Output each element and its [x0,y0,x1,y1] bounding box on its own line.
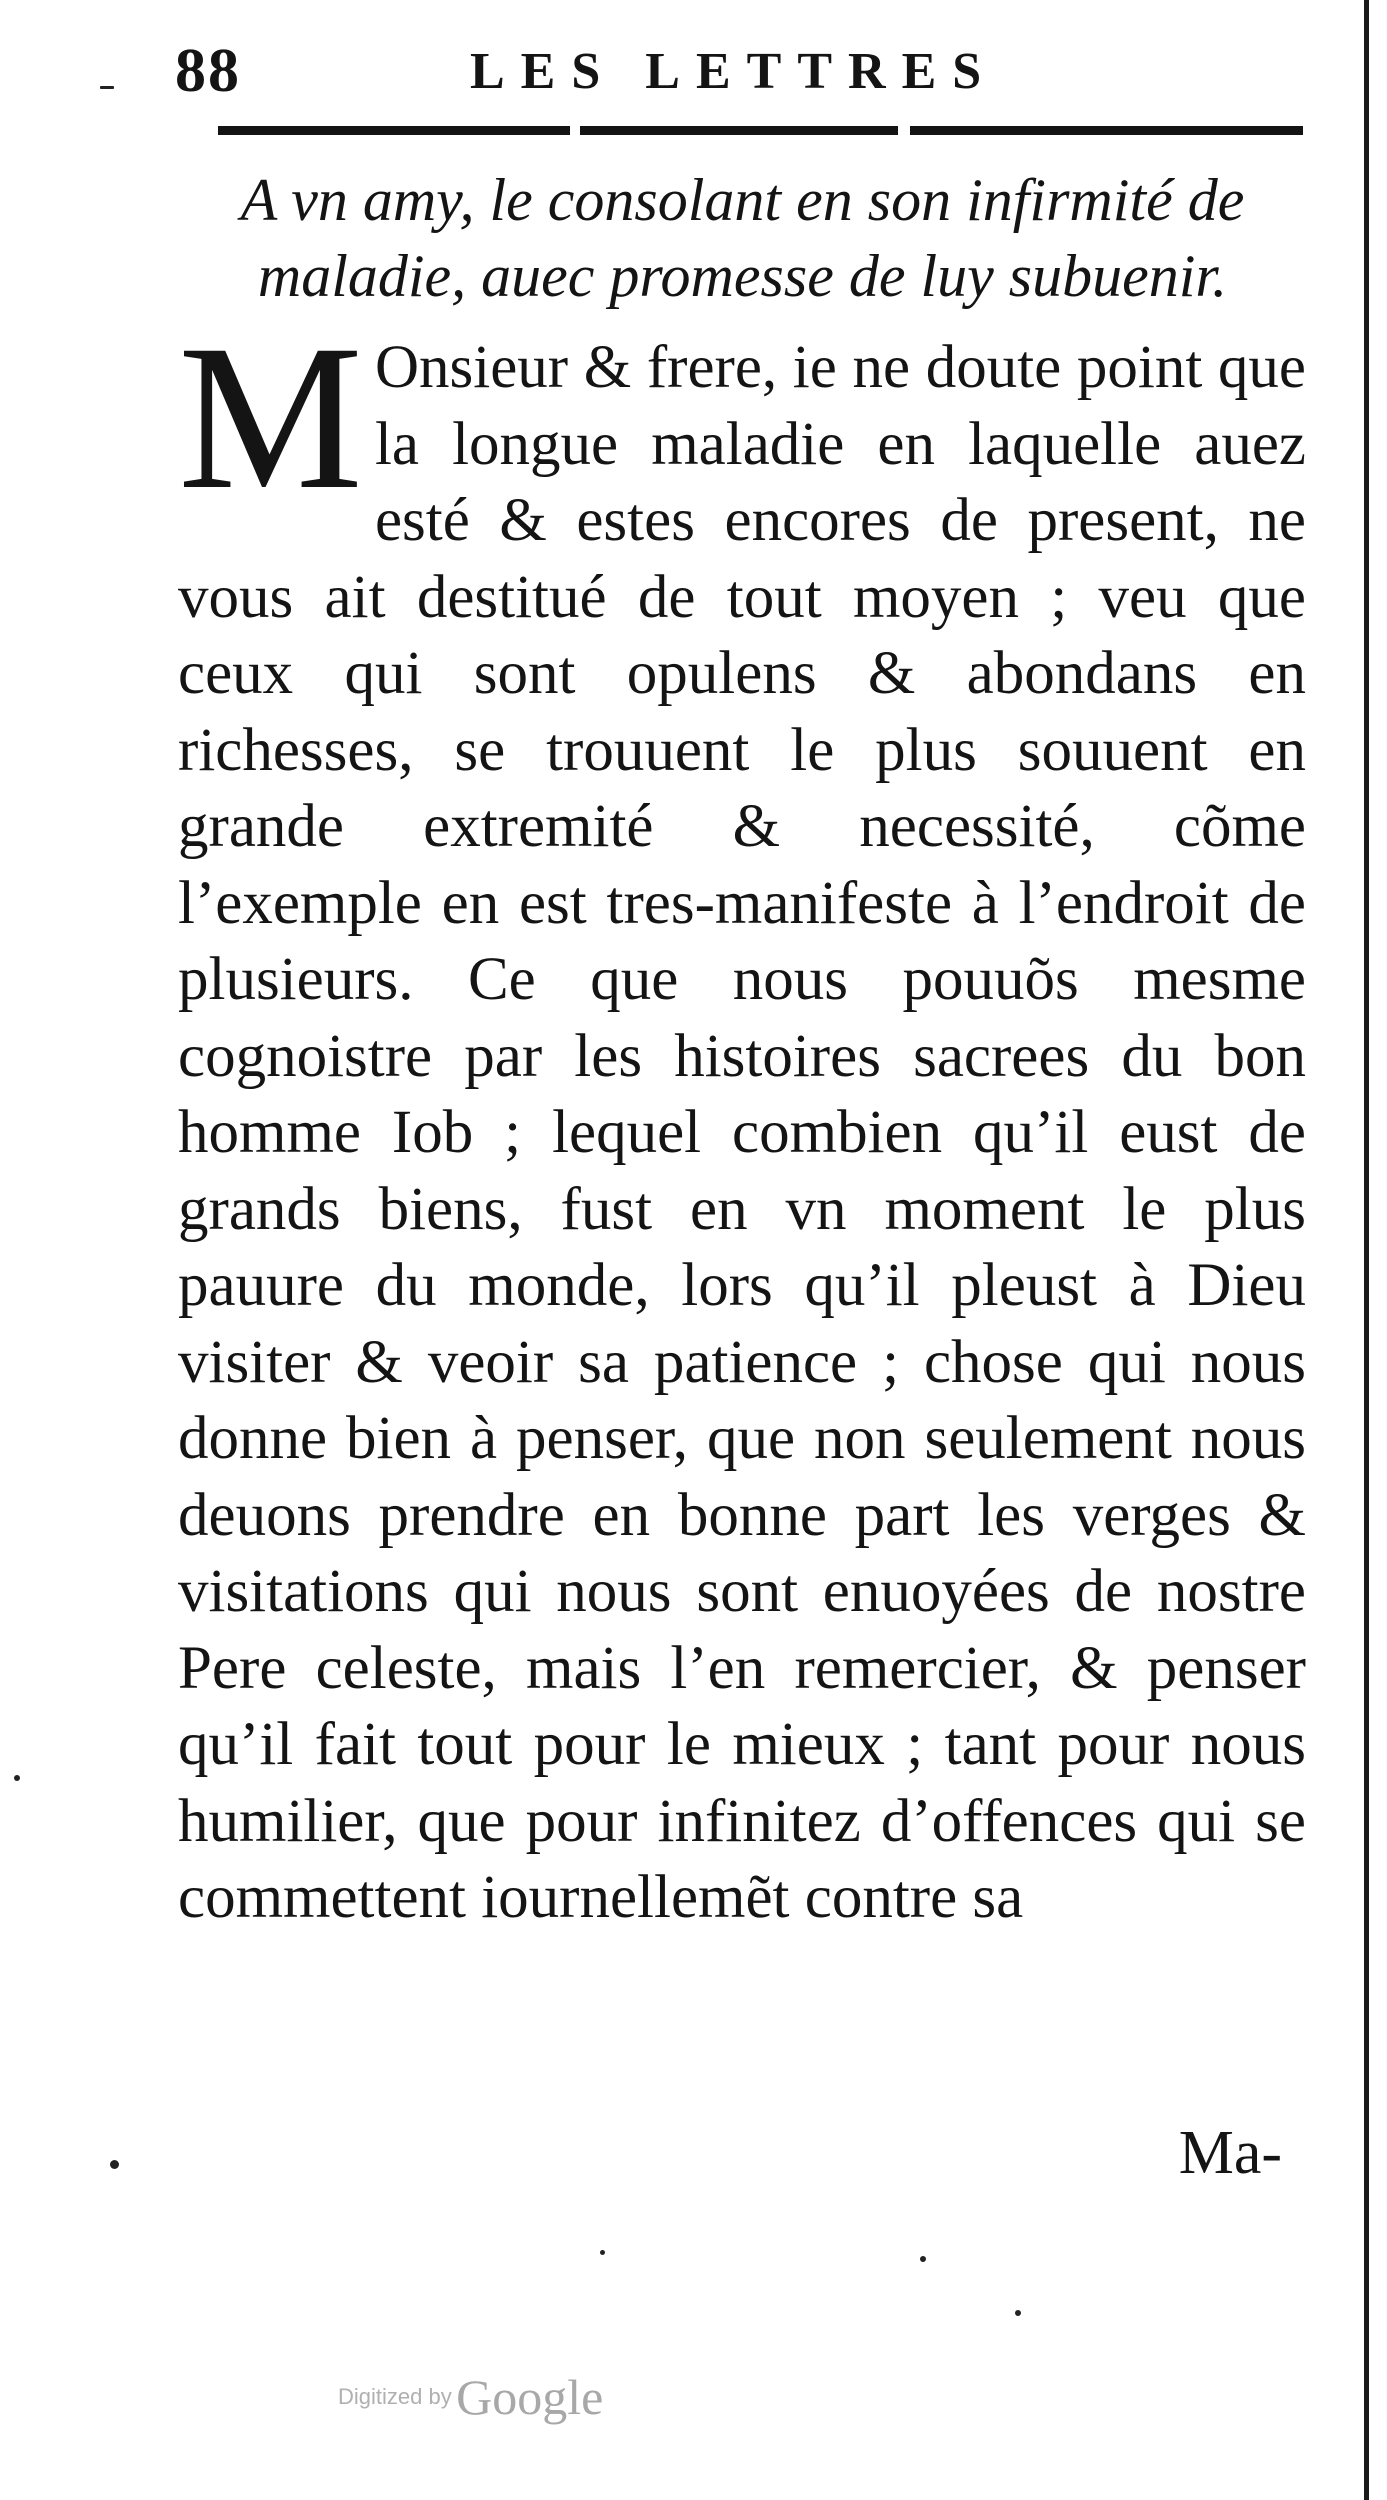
drop-cap: M [178,302,363,532]
page-number: 88 [175,37,241,105]
watermark-prefix: Digitized by [338,2384,452,2409]
running-title: LES LETTRES [470,43,998,100]
digitized-watermark [338,2368,603,2426]
header-rule [218,126,570,135]
scan-speck [100,86,114,89]
scan-speck [600,2250,605,2255]
scan-speck [14,1775,20,1781]
body-text: Onsieur & frere, ie ne doute point que la longue maladie en laquelle auez esté & estes encores de present, ne vous ait destitué de tout moyen ; veu que ceux qui sont opulens & abondans en richesses, se trouuent le plus souuent en grande extremité & necessité, cõme l’exemple en est tres-manifeste à l’endroit de plusieurs. Ce que nous pouuõs mesme cognoistre par les histoires sacrees du bon homme Iob ; lequel combien qu’il eust de grands biens, fust en vn moment le plus pauure du monde, lors qu’il pleust à Dieu visiter & veoir sa patience ; chose qui nous donne bien à penser, que non seulement nous deuons prendre en bonne part les verges & visitations qui nous sont enuoyées de nostre Pere celeste, mais l’en remercier, & penser qu’il fait tout pour le mieux ; tant pour nous humilier, que pour infinitez d’offences qui se commettent iournellemẽt contre sa [178,334,1306,1931]
watermark-brand: Google [456,2369,604,2425]
header-rule [910,126,1303,135]
letter-body [178,302,1306,1937]
header-rule [580,126,898,135]
scan-speck [920,2256,926,2262]
letter-heading: A vn amy, le consolant en son infirmité de maladie, auec promesse de luy subuenir. [240,167,1245,309]
scan-speck [1015,2310,1021,2316]
scan-speck [110,2160,119,2169]
page-edge-line [1364,0,1369,2500]
page-header [175,36,1305,106]
catchword: Ma- [1178,2119,1282,2187]
